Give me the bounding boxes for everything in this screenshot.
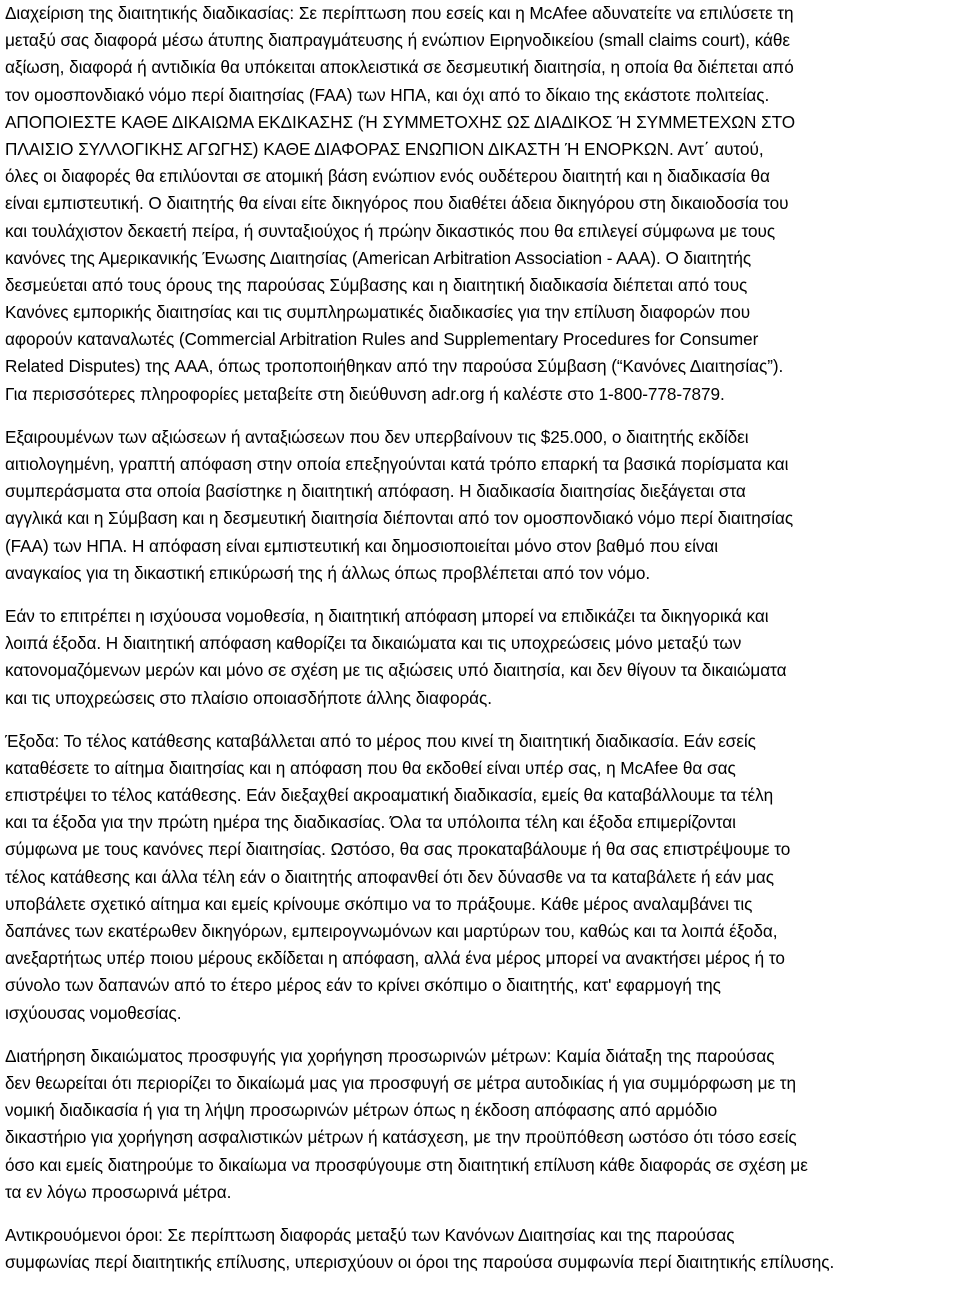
- text-line: Αντικρουόμενοι όροι: Σε περίπτωση διαφοράς μεταξύ των Κανόνων Διαιτησίας και της παρούσας: [5, 1224, 735, 1245]
- text-line: νομική διαδικασία ή για τη λήψη προσωρινών μέτρων όπως η έκδοση απόφασης από αρμόδιο: [5, 1100, 718, 1121]
- text-line: όλες οι διαφορές θα επιλύονται σε ατομική βάση ενώπιον ενός ουδέτερου διαιτητή και η διαδικασία θα: [5, 166, 770, 187]
- text-line: τέλος κατάθεσης και άλλα τέλη εάν ο διαιτητής αποφανθεί ότι δεν δύνασθε να τα καταβάλετε ή εάν μας: [5, 866, 774, 887]
- text-line: κατονομαζόμενων μερών και μόνο σε σχέση με τις αξιώσεις υπό διαιτησία, και δεν θίγουν τα δικαιώματα: [5, 660, 787, 681]
- text-line: Εξαιρουμένων των αξιώσεων ή ανταξιώσεων που δεν υπερβαίνουν τις $25.000, ο διαιτητής εκδίδει: [5, 426, 749, 447]
- paragraph-costs: [5, 728, 960, 1027]
- text-line: αγγλικά και η Σύμβαση και η δεσμευτική διαιτησία διέπονται από τον ομοσπονδιακό νόμο περί διαιτησίας: [5, 508, 794, 529]
- text-line: αναγκαίος για τη δικαστική επικύρωσή της ή άλλως όπως προβλέπεται από τον νόμο.: [5, 562, 651, 583]
- text-line: αιτιολογημένη, γραπτή απόφαση στην οποία επεξηγούνται κατά τρόπο επαρκή τα βασικά πορίσματα και: [5, 454, 789, 474]
- text-line: Έξοδα: Το τέλος κατάθεσης καταβάλλεται από το μέρος που κινεί τη διαιτητική διαδικασία. Εάν εσείς: [5, 730, 756, 751]
- paragraph-arbitration-award: [5, 424, 960, 587]
- text-line: αξίωση, διαφορά ή αντιδικία θα υπόκειται αποκλειστικά σε δεσμευτική διαιτησία, η οποία θα διέπεται από: [5, 57, 794, 78]
- text-line: αφορούν καταναλωτές (Commercial Arbitration Rules and Supplementary Procedures for Consumer: [5, 329, 759, 350]
- text-line: δικαστήριο για χορήγηση ασφαλιστικών μέτρων ή κατάσχεση, με την προϋπόθεση ωστόσο ότι τόσο εσείς: [5, 1127, 797, 1148]
- text-line: ΠΛΑΙΣΙΟ ΣΥΛΛΟΓΙΚΗΣ ΑΓΩΓΗΣ) ΚΑΘΕ ΔΙΑΦΟΡΑΣ ΕΝΩΠΙΟΝ ΔΙΚΑΣΤΗ Ή ΕΝΟΡΚΩΝ. Αντ΄ αυτού,: [5, 138, 764, 159]
- text-line: (FAA) των ΗΠΑ. Η απόφαση είναι εμπιστευτική και δημοσιοποιείται μόνο στον βαθμό που είναι: [5, 535, 719, 556]
- text-line: σύμφωνα με τους κανόνες περί διαιτησίας. Ωστόσο, θα σας προκαταβάλουμε ή θα σας επιστρέψουμε το: [5, 839, 791, 860]
- paragraph-conflicting-terms: [5, 1222, 960, 1276]
- text-line: τα εν λόγω προσωρινά μέτρα.: [5, 1181, 232, 1202]
- text-line: είναι εμπιστευτική. Ο διαιτητής θα είναι είτε δικηγόρος που διαθέτει άδεια δικηγόρου στη δικαιοδοσία του: [5, 193, 789, 214]
- text-line: Κανόνες εμπορικής διαιτησίας και τις συμπληρωματικές διαδικασίες για την επίλυση διαφορών που: [5, 302, 751, 323]
- text-line: καταθέσετε το αίτημα διαιτησίας και η απόφαση που θα εκδοθεί είναι υπέρ σας, η McAfee θα σας: [5, 757, 736, 778]
- paragraph-arbitration-management: [5, 0, 960, 408]
- text-line: δαπάνες των εκατέρωθεν δικηγόρων, εμπειρογνωμόνων και μαρτύρων του, καθώς και τα λοιπά έξοδα,: [5, 921, 778, 941]
- text-line: τον ομοσπονδιακό νόμο περί διαιτησίας (FAA) των ΗΠΑ, και όχι από το δίκαιο της εκάστοτε πολιτείας.: [5, 84, 770, 105]
- text-line: Related Disputes) της AAA, όπως τροποποιήθηκαν από την παρούσα Σύμβαση (“Κανόνες Διαιτησίας”).: [5, 356, 784, 377]
- paragraph-legal-fees: [5, 603, 960, 712]
- text-line: Διατήρηση δικαιώματος προσφυγής για χορήγηση προσωρινών μέτρων: Καμία διάταξη της παρούσας: [5, 1045, 775, 1066]
- text-line: μεταξύ σας διαφορά μέσω άτυπης διαπραγμάτευσης ή ενώπιον Ειρηνοδικείου (small claims court), κάθε: [5, 30, 791, 51]
- text-line: ανεξαρτήτως υπέρ ποιου μέρους εκδίδεται η απόφαση, αλλά ένα μέρος μπορεί να ανακτήσει μέρος ή το: [5, 948, 785, 969]
- text-line: Διαχείριση της διαιτητικής διαδικασίας: Σε περίπτωση που εσείς και η McAfee αδυνατείτε να επιλύσετε τη: [5, 3, 794, 23]
- text-line: συμπεράσματα στα οποία βασίστηκε η διαιτητική απόφαση. Η διαδικασία διαιτησίας διεξάγεται στα: [5, 481, 746, 502]
- text-line: και τις υποχρεώσεις στο πλαίσιο οποιασδήποτε άλλης διαφοράς.: [5, 687, 492, 708]
- text-line: και τα έξοδα για την πρώτη ημέρα της διαδικασίας. Όλα τα υπόλοιπα τέλη και έξοδα επιμερίζονται: [5, 812, 736, 833]
- text-line: Εάν το επιτρέπει η ισχύουσα νομοθεσία, η διαιτητική απόφαση μπορεί να επιδικάζει τα δικηγορικά και: [5, 605, 769, 626]
- text-line: δεσμεύεται από τους όρους της παρούσας Σύμβασης και η διαιτητική διαδικασία διέπεται από τους: [5, 274, 748, 295]
- text-line: υποβάλετε σχετικό αίτημα και εμείς κρίνουμε σκόπιμο να το πράξουμε. Κάθε μέρος αναλαμβάνει τις: [5, 893, 753, 914]
- text-line: ΑΠΟΠΟΙΕΣΤΕ ΚΑΘΕ ΔΙΚΑΙΩΜΑ ΕΚΔΙΚΑΣΗΣ (Ή ΣΥΜΜΕΤΟΧΗΣ ΩΣ ΔΙΑΔΙΚΟΣ Ή ΣΥΜΜΕΤΕΧΩΝ ΣΤΟ: [5, 111, 796, 132]
- text-line: λοιπά έξοδα. Η διαιτητική απόφαση καθορίζει τα δικαιώματα και τις υποχρεώσεις μόνο μεταξύ των: [5, 633, 742, 654]
- text-line: ισχύουσας νομοθεσίας.: [5, 1002, 182, 1023]
- text-line: κανόνες της Αμερικανικής Ένωσης Διαιτησίας (American Arbitration Association - AAA). Ο διαιτητής: [5, 247, 752, 268]
- text-line: δεν θεωρείται ότι περιορίζει το δικαίωμά μας για προσφυγή σε μέτρα αυτοδικίας ή για συμμόρφωση με τη: [5, 1072, 797, 1093]
- text-line: και τουλάχιστον δεκαετή πείρα, ή συνταξιούχος ή πρώην δικαστικός που θα επιλεγεί σύμφωνα με τους: [5, 220, 776, 241]
- text-line: σύνολο των δαπανών από το έτερο μέρος εάν το κρίνει σκόπιμο ο διαιτητής, κατ' εφαρμογή της: [5, 975, 721, 996]
- text-line: Για περισσότερες πληροφορίες μεταβείτε στη διεύθυνση adr.org ή καλέστε στο 1-800-778-7879.: [5, 383, 725, 404]
- paragraph-interim-relief: [5, 1043, 960, 1206]
- text-line: επιστρέψει το τέλος κατάθεσης. Εάν διεξαχθεί ακροαματική διαδικασία, εμείς θα καταβάλλουμε τα τέλη: [5, 785, 774, 806]
- text-line: συμφωνίας περί διαιτητικής επίλυσης, υπερισχύουν οι όροι της παρούσα συμφωνία περί διαιτητικής επίλυσης.: [5, 1252, 835, 1273]
- document-page: [5, 0, 960, 1276]
- text-line: όσο και εμείς διατηρούμε το δικαίωμα να προσφύγουμε στη διαιτητική επίλυση κάθε διαφοράς σε σχέση με: [5, 1154, 808, 1175]
